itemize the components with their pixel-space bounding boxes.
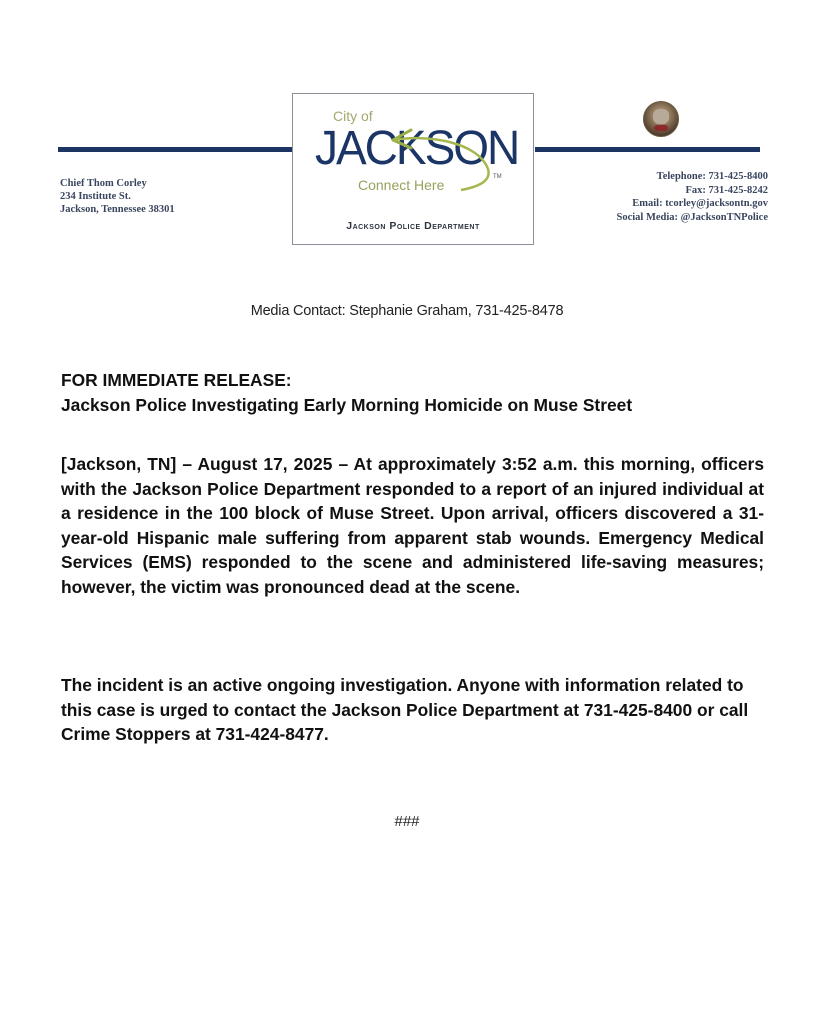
media-contact: Media Contact: Stephanie Graham, 731-425-8478 [250,303,564,319]
release-paragraph: The incident is an active ongoing investigation. Anyone with information related to this case is urged to contact the Jackson Police Department at 731-425-8400 or call Crime Stoppers at 731-424-8477. [61,675,749,744]
logo-department: Jackson Police Department [346,220,480,232]
fax: Fax: 731-425-8242 [685,184,768,196]
contact-block [616,170,768,224]
police-seal-icon [643,101,679,137]
release-paragraph: [Jackson, TN] – August 17, 2025 – At approximately 3:52 a.m. this morning, officers with the Jackson Police Department responded to a report of an injured individual at a residence in the 100 block of Muse Street. Upon arrival, officers discovered a 31-year-old Hispanic male suffering from apparent stab wounds. Emergency Medical Services (EMS) responded to the scene and administered life-saving measures; however, the victim was pronounced dead at the scene. [61,454,764,597]
social-media: Social Media: @JacksonTNPolice [616,211,768,223]
email: Email: tcorley@jacksontn.gov [632,198,768,209]
logo-tagline: Connect Here [358,177,445,193]
city-of-jackson-logo [292,93,534,245]
chief-address-block [60,177,175,216]
seal-banner [654,125,668,131]
logo-wordmark: JACKSON [315,119,519,175]
release-headline: Jackson Police Investigating Early Morning Homicide on Muse Street [61,395,633,415]
seal-emblem [653,109,669,124]
logo-trademark: TM [493,174,502,180]
chief-city: Jackson, Tennessee 38301 [60,204,175,215]
chief-street: 234 Institute St. [60,191,131,202]
chief-name: Chief Thom Corley [60,178,147,189]
letterhead-rule-right [535,147,760,152]
telephone: Telephone: 731-425-8400 [656,171,768,182]
release-label: FOR IMMEDIATE RELEASE: [61,370,292,390]
end-mark: ### [394,813,420,830]
logo-city-of: City of [333,108,373,124]
letterhead-rule-left [58,147,292,152]
